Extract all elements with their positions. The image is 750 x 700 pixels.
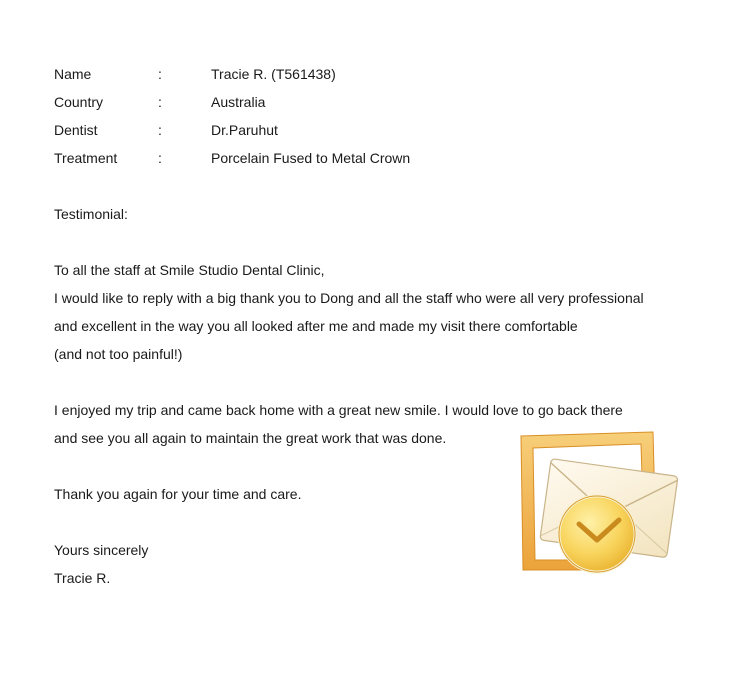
letter-line: (and not too painful!) (54, 346, 183, 362)
letter-line: To all the staff at Smile Studio Dental Clinic, (54, 262, 325, 278)
signature: Tracie R. (54, 570, 111, 586)
letter-line: and excellent in the way you all looked after me and made my visit there comfortable (54, 318, 578, 334)
info-label: Name (54, 66, 92, 82)
info-colon: : (158, 122, 162, 138)
info-label: Country (54, 94, 104, 110)
info-label: Dentist (54, 122, 98, 138)
letter-line: Yours sincerely (54, 542, 149, 558)
info-colon: : (158, 150, 162, 166)
letter-line: I enjoyed my trip and came back home with a great new smile. I would love to go back there (54, 402, 623, 418)
info-label: Treatment (54, 150, 118, 166)
info-value: Australia (211, 94, 266, 110)
mail-envelope-icon (515, 428, 685, 578)
testimonial-heading: Testimonial: (54, 206, 128, 222)
letter-line: Thank you again for your time and care. (54, 486, 302, 502)
info-value: Dr.Paruhut (211, 122, 278, 138)
info-colon: : (158, 66, 162, 82)
letter-line: I would like to reply with a big thank you to Dong and all the staff who were all very professional (54, 290, 644, 306)
info-value: Tracie R. (T561438) (211, 66, 336, 82)
info-colon: : (158, 94, 162, 110)
info-value: Porcelain Fused to Metal Crown (211, 150, 411, 166)
letter-line: and see you all again to maintain the great work that was done. (54, 430, 447, 446)
